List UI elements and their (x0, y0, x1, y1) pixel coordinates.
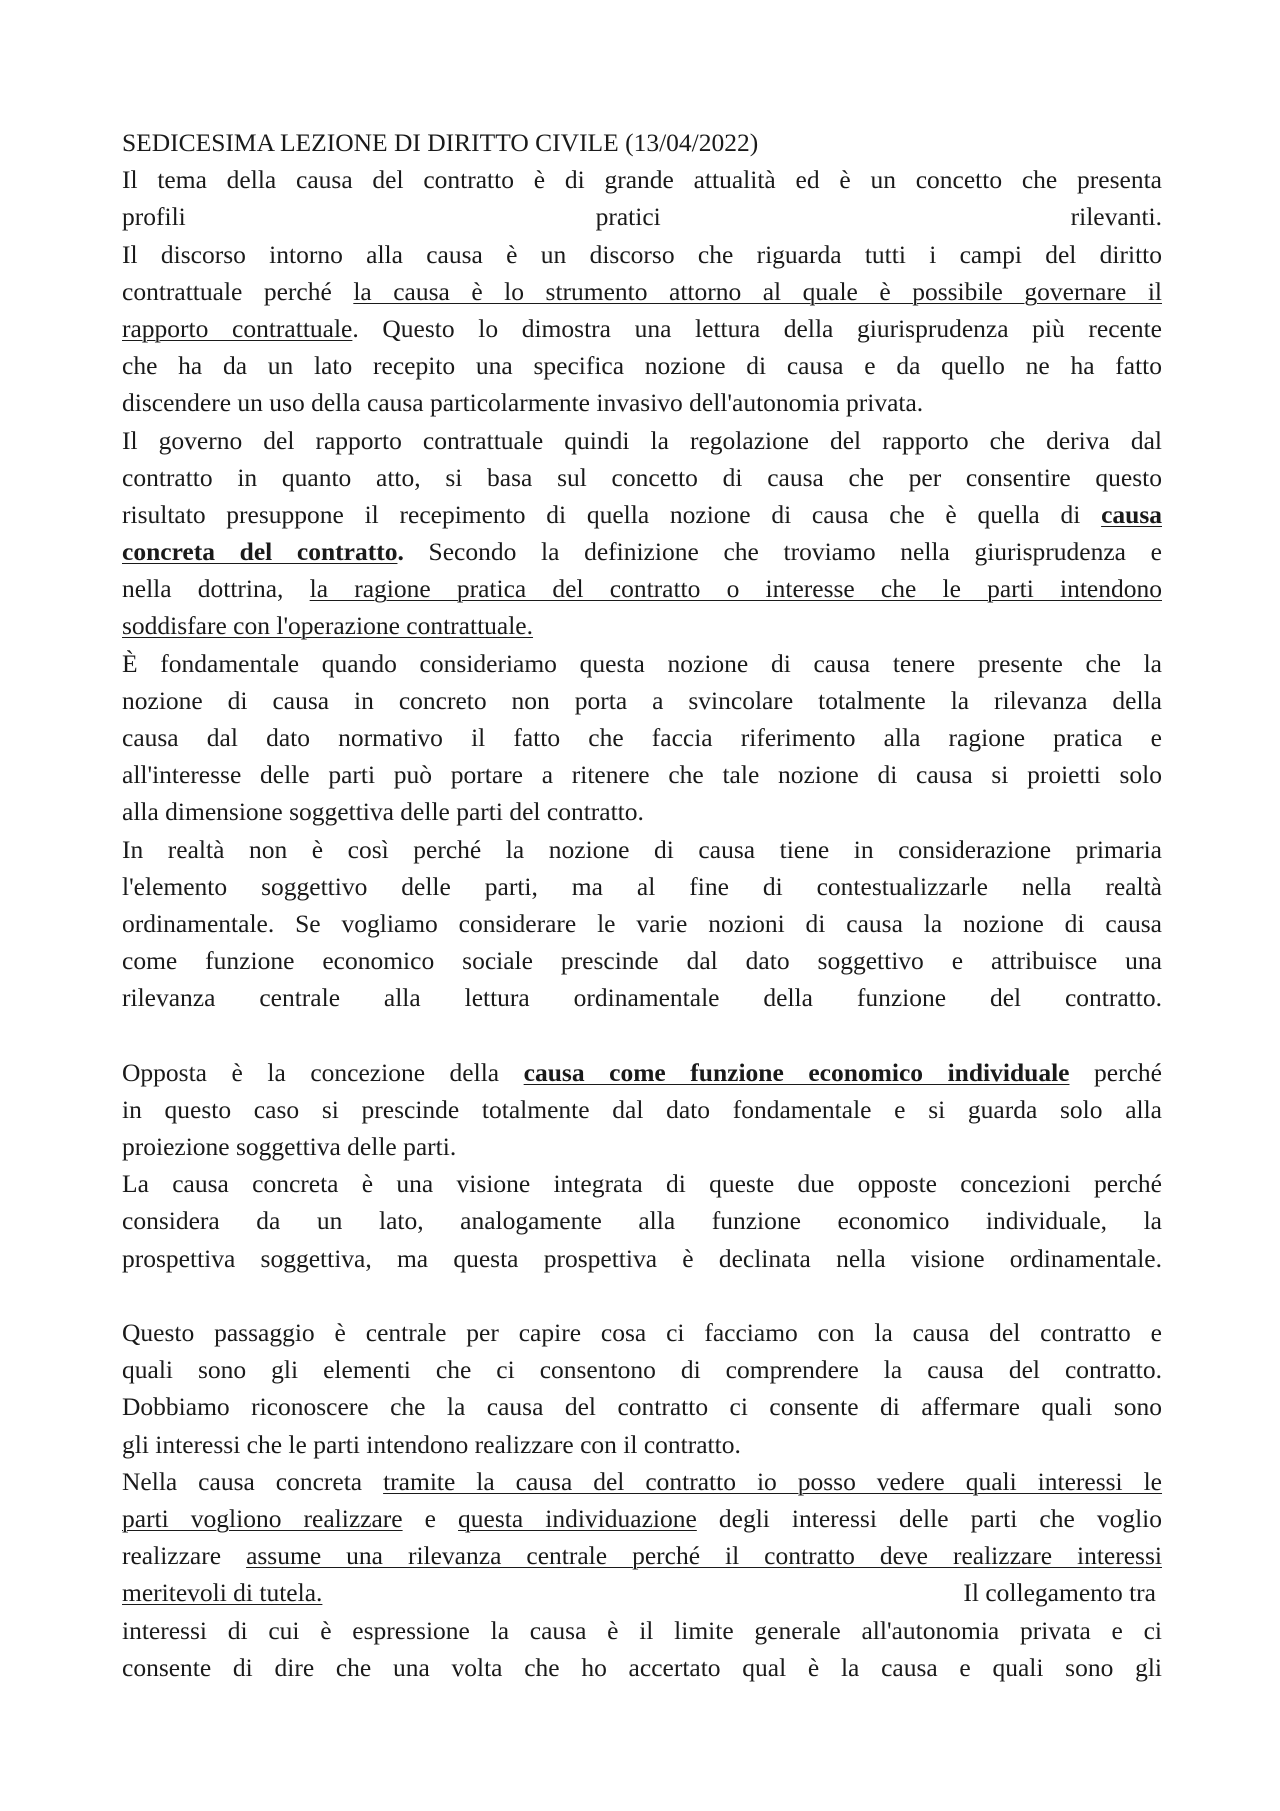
underlined-text: rapporto contrattuale (122, 313, 353, 343)
paragraph-line: rilevanza centrale alla lettura ordinamentale della funzione del contratto. (122, 983, 1162, 1013)
bold-underlined-text: concreta del contratto (122, 537, 398, 567)
underlined-text: meritevoli di tutela. (122, 1578, 323, 1608)
text-span: realizzare (122, 1541, 247, 1571)
paragraph-line (122, 273, 1162, 310)
paragraph-line (122, 1574, 1162, 1611)
paragraph-line (122, 310, 1162, 347)
paragraph-line: Questo passaggio è centrale per capire cosa ci facciamo con la causa del contratto e (122, 1318, 1162, 1347)
underlined-text: assume una rilevanza centrale perché il contratto deve realizzare interessi (246, 1541, 1162, 1571)
text-span: . Questo lo dimostra una lettura della giurisprudenza più recente (352, 313, 1162, 343)
paragraph-line: prospettiva soggettiva, ma questa prospettiva è declinata nella visione ordinamentale. (122, 1243, 1162, 1273)
text-span: e (402, 1503, 459, 1533)
text-span: risultato presuppone il recepimento di quella nozione di causa che è quella di (122, 499, 1102, 529)
paragraph-line: che ha da un lato recepito una specifica nozione di causa e da quello ne ha fatto (122, 351, 1162, 381)
document-body (122, 124, 1162, 1686)
paragraph-line: discendere un uso della causa particolarmente invasivo dell'autonomia privata. (122, 388, 924, 418)
bold-underlined-text: causa come funzione economico individuale (523, 1057, 1070, 1087)
paragraph-line: alla dimensione soggettiva delle parti del contratto. (122, 797, 644, 827)
underlined-text: tramite la causa del contratto io posso vedere quali interessi le (383, 1466, 1163, 1496)
paragraph-line: Il tema della causa del contratto è di grande attualità ed è un concetto che presenta (122, 165, 1162, 195)
paragraph-line: quali sono gli elementi che ci consentono di comprendere la causa del contratto. (122, 1355, 1162, 1385)
paragraph-line (122, 533, 1162, 570)
paragraph-line: Dobbiamo riconoscere che la causa del contratto ci consente di affermare quali sono (122, 1392, 1162, 1422)
paragraph-line: nozione di causa in concreto non porta a svincolare totalmente la rilevanza della (122, 685, 1162, 715)
paragraph-line (122, 1537, 1162, 1574)
paragraph-line: La causa concreta è una visione integrata di queste due opposte concezioni perché (122, 1169, 1162, 1199)
text-span: degli interessi delle parti che voglio (696, 1503, 1162, 1533)
underlined-text: la ragione pratica del contratto o interesse che le parti intendono (309, 574, 1162, 604)
underlined-text: la causa è lo strumento attorno al quale è possibile governare il (353, 276, 1162, 306)
paragraph-line: gli interessi che le parti intendono realizzare con il contratto. (122, 1429, 741, 1459)
underlined-text: parti vogliono realizzare (122, 1503, 403, 1533)
paragraph-line (122, 1054, 1162, 1091)
text-span: perché (1069, 1057, 1162, 1087)
document-title: SEDICESIMA LEZIONE DI DIRITTO CIVILE (13/04/2022) (122, 128, 759, 157)
text-span: Secondo la definizione che troviamo nella giurisprudenza e (403, 537, 1162, 567)
paragraph-line: causa dal dato normativo il fatto che faccia riferimento alla ragione pratica e (122, 723, 1162, 752)
text-span: Il collegamento tra (963, 1578, 1156, 1608)
paragraph-line: ordinamentale. Se vogliamo considerare le varie nozioni di causa la nozione di causa (122, 908, 1162, 938)
paragraph-line (122, 496, 1162, 533)
paragraph-line (122, 570, 1162, 607)
paragraph-line: In realtà non è così perché la nozione di causa tiene in considerazione primaria (122, 834, 1162, 864)
paragraph-line (122, 198, 1162, 235)
paragraph-line: considera da un lato, analogamente alla funzione economico individuale, la (122, 1206, 1162, 1236)
blank-line (122, 1017, 1162, 1054)
text-span: contrattuale perché (122, 276, 354, 306)
bold-text: . (397, 537, 404, 567)
text-span: pratici (595, 202, 661, 232)
paragraph-line: proiezione soggettiva delle parti. (122, 1132, 457, 1162)
text-span: nella dottrina, (122, 574, 310, 604)
blank-line (122, 1277, 1162, 1314)
paragraph-line: in questo caso si prescinde totalmente dal dato fondamentale e si guarda solo alla (122, 1094, 1162, 1124)
paragraph-line (122, 607, 1162, 644)
paragraph-line: Il discorso intorno alla causa è un discorso che riguarda tutti i campi del diritto (122, 239, 1162, 269)
paragraph-line: Il governo del rapporto contrattuale quindi la regolazione del rapporto che deriva dal (122, 425, 1162, 455)
paragraph-line: all'interesse delle parti può portare a ritenere che tale nozione di causa si proietti solo (122, 760, 1162, 790)
text-span: Opposta è la concezione della (122, 1057, 524, 1087)
paragraph-line: l'elemento soggettivo delle parti, ma al fine di contestualizzarle nella realtà (122, 871, 1162, 901)
paragraph-line: interessi di cui è espressione la causa è il limite generale all'autonomia privata e ci (122, 1615, 1162, 1645)
text-span: Nella causa concreta (122, 1466, 384, 1496)
underlined-text: questa individuazione (458, 1503, 697, 1533)
paragraph-line (122, 1500, 1162, 1537)
underlined-text: soddisfare con l'operazione contrattuale. (122, 611, 534, 641)
bold-underlined-text: causa (1101, 499, 1162, 529)
paragraph-line: contratto in quanto atto, si basa sul concetto di causa che per consentire questo (122, 462, 1162, 492)
text-span: profili (122, 202, 186, 232)
paragraph-line: come funzione economico sociale prescinde dal dato soggettivo e attribuisce una (122, 946, 1162, 976)
paragraph-line: consente di dire che una volta che ho accertato qual è la causa e quali sono gli (122, 1652, 1162, 1682)
paragraph-line: È fondamentale quando consideriamo questa nozione di causa tenere presente che la (122, 648, 1162, 678)
text-span: rilevanti. (1070, 202, 1162, 232)
paragraph-line (122, 1463, 1162, 1500)
